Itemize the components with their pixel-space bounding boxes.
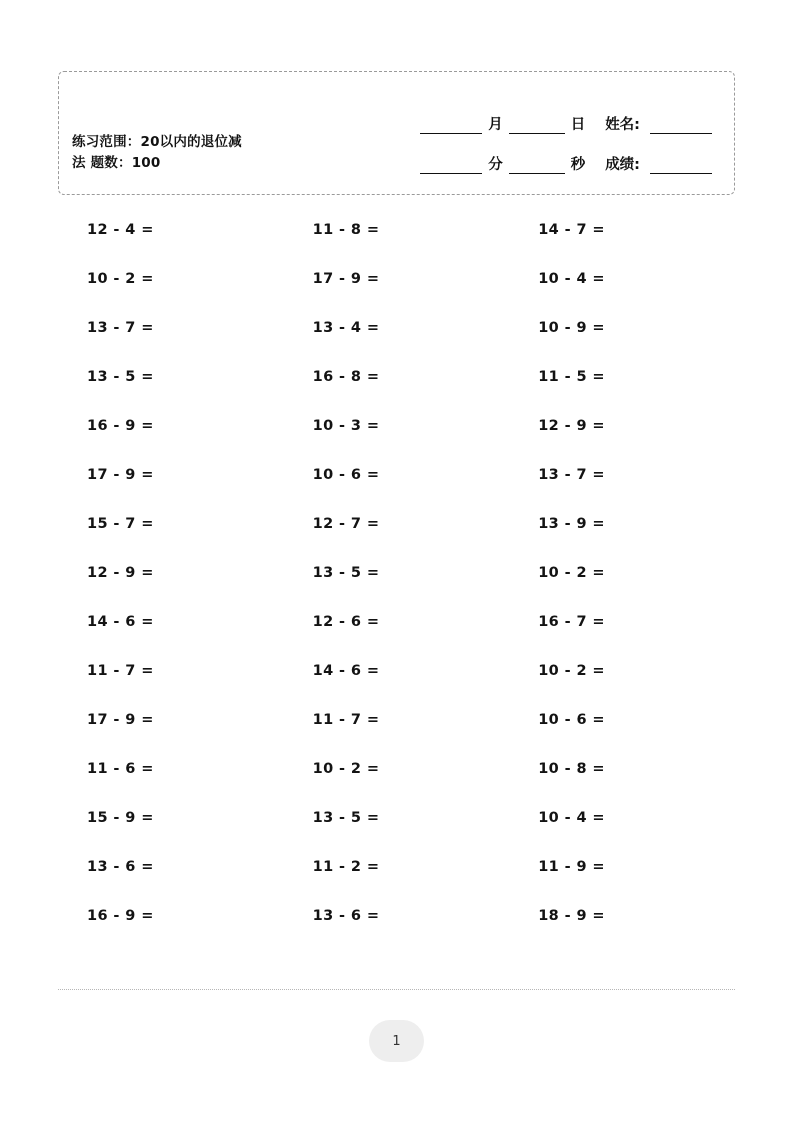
name-label: 姓名: xyxy=(605,117,640,133)
problem-cell[interactable] xyxy=(58,548,284,597)
minute-label: 分 xyxy=(488,157,503,173)
problem-cell[interactable] xyxy=(509,254,735,303)
problem-row xyxy=(58,499,735,548)
problem-row xyxy=(58,254,735,303)
page-number-text: 1 xyxy=(392,1033,401,1049)
problem-text: 12 - 7 = xyxy=(312,515,380,532)
problem-text: 10 - 4 = xyxy=(538,270,605,287)
problem-cell[interactable] xyxy=(509,401,735,450)
problem-row xyxy=(58,401,735,450)
problem-cell[interactable] xyxy=(58,303,284,352)
problem-cell[interactable] xyxy=(284,597,510,646)
problem-text: 13 - 7 = xyxy=(87,319,154,336)
problem-cell[interactable] xyxy=(58,254,284,303)
problem-cell[interactable] xyxy=(509,842,735,891)
problem-cell[interactable] xyxy=(509,891,735,940)
problem-text: 10 - 2 = xyxy=(538,662,605,679)
problem-cell[interactable] xyxy=(509,352,735,401)
minute-blank[interactable] xyxy=(420,158,482,174)
header-info-box xyxy=(58,71,735,195)
problem-row xyxy=(58,891,735,940)
problem-text: 13 - 5 = xyxy=(312,809,380,826)
problem-text: 10 - 4 = xyxy=(538,809,605,826)
problem-text: 13 - 7 = xyxy=(538,466,605,483)
problem-row xyxy=(58,303,735,352)
practice-scope xyxy=(72,132,322,174)
problem-row xyxy=(58,646,735,695)
problem-text: 10 - 6 = xyxy=(312,466,380,483)
second-label: 秒 xyxy=(570,157,586,173)
problem-text: 15 - 7 = xyxy=(87,515,154,532)
problem-row xyxy=(58,352,735,401)
problem-cell[interactable] xyxy=(509,499,735,548)
problem-text: 11 - 2 = xyxy=(312,858,380,875)
problem-cell[interactable] xyxy=(58,450,284,499)
problem-text: 18 - 9 = xyxy=(538,907,605,924)
problem-text: 13 - 6 = xyxy=(87,858,154,875)
problem-cell[interactable] xyxy=(284,548,510,597)
problem-row xyxy=(58,597,735,646)
problem-text: 13 - 5 = xyxy=(87,368,154,385)
problem-text: 14 - 6 = xyxy=(312,662,380,679)
problem-row xyxy=(58,548,735,597)
problem-cell[interactable] xyxy=(58,597,284,646)
problem-cell[interactable] xyxy=(509,548,735,597)
problem-text: 16 - 9 = xyxy=(87,907,154,924)
problem-text: 14 - 7 = xyxy=(538,221,605,238)
problem-text: 16 - 8 = xyxy=(312,368,380,385)
problem-cell[interactable] xyxy=(58,352,284,401)
problem-row xyxy=(58,450,735,499)
problem-text: 12 - 6 = xyxy=(312,613,380,630)
problem-cell[interactable] xyxy=(509,695,735,744)
date-row xyxy=(382,94,712,134)
problem-cell[interactable] xyxy=(284,352,510,401)
problem-cell[interactable] xyxy=(284,842,510,891)
problem-cell[interactable] xyxy=(509,303,735,352)
problem-cell[interactable] xyxy=(58,695,284,744)
problem-text: 13 - 9 = xyxy=(538,515,605,532)
problem-cell[interactable] xyxy=(284,744,510,793)
problem-cell[interactable] xyxy=(509,597,735,646)
problem-cell[interactable] xyxy=(284,303,510,352)
header-fields xyxy=(382,94,712,174)
problem-cell[interactable] xyxy=(284,450,510,499)
problem-grid xyxy=(58,205,735,940)
problem-cell[interactable] xyxy=(509,793,735,842)
problem-text: 16 - 9 = xyxy=(87,417,154,434)
problem-row xyxy=(58,695,735,744)
problem-text: 17 - 9 = xyxy=(312,270,380,287)
problem-cell[interactable] xyxy=(284,205,510,254)
problem-cell[interactable] xyxy=(509,744,735,793)
problem-text: 12 - 4 = xyxy=(87,221,154,238)
month-label: 月 xyxy=(488,117,503,133)
problem-text: 12 - 9 = xyxy=(87,564,154,581)
problem-text: 11 - 9 = xyxy=(538,858,605,875)
problem-cell[interactable] xyxy=(58,793,284,842)
problem-text: 16 - 7 = xyxy=(538,613,605,630)
day-blank[interactable] xyxy=(509,118,565,134)
problem-text: 15 - 9 = xyxy=(87,809,154,826)
problem-cell[interactable] xyxy=(509,646,735,695)
problem-text: 10 - 2 = xyxy=(538,564,605,581)
problem-text: 10 - 6 = xyxy=(538,711,605,728)
problem-cell[interactable] xyxy=(284,793,510,842)
footer-divider xyxy=(58,989,735,990)
time-row xyxy=(382,134,712,174)
problem-text: 13 - 4 = xyxy=(312,319,380,336)
month-blank[interactable] xyxy=(420,118,482,134)
problem-row xyxy=(58,793,735,842)
score-label: 成绩: xyxy=(605,157,640,173)
problem-cell[interactable] xyxy=(284,499,510,548)
day-label: 日 xyxy=(570,117,586,133)
problem-cell[interactable] xyxy=(58,744,284,793)
problem-cell[interactable] xyxy=(284,401,510,450)
problem-text: 14 - 6 = xyxy=(87,613,154,630)
problem-text: 17 - 9 = xyxy=(87,466,154,483)
problem-cell[interactable] xyxy=(284,646,510,695)
problem-cell[interactable] xyxy=(58,205,284,254)
problem-text: 13 - 6 = xyxy=(312,907,380,924)
problem-cell[interactable] xyxy=(284,254,510,303)
second-blank[interactable] xyxy=(509,158,565,174)
problem-text: 10 - 2 = xyxy=(87,270,154,287)
problem-text: 11 - 7 = xyxy=(87,662,154,679)
problem-cell[interactable] xyxy=(58,401,284,450)
problem-text: 10 - 8 = xyxy=(538,760,605,777)
score-blank[interactable] xyxy=(650,158,712,174)
practice-scope-line2: 法 题数：100 xyxy=(72,155,161,171)
problem-cell[interactable] xyxy=(284,695,510,744)
problem-row xyxy=(58,205,735,254)
problem-text: 17 - 9 = xyxy=(87,711,154,728)
problem-text: 10 - 9 = xyxy=(538,319,605,336)
problem-text: 13 - 5 = xyxy=(312,564,380,581)
problem-row xyxy=(58,744,735,793)
problem-cell[interactable] xyxy=(58,891,284,940)
problem-cell[interactable] xyxy=(284,891,510,940)
problem-text: 10 - 2 = xyxy=(312,760,380,777)
problem-text: 11 - 8 = xyxy=(312,221,380,238)
problem-cell[interactable] xyxy=(58,842,284,891)
problem-cell[interactable] xyxy=(58,646,284,695)
problem-text: 11 - 5 = xyxy=(538,368,605,385)
problem-row xyxy=(58,842,735,891)
problem-cell[interactable] xyxy=(509,205,735,254)
problem-text: 11 - 6 = xyxy=(87,760,154,777)
problem-text: 12 - 9 = xyxy=(538,417,605,434)
problem-cell[interactable] xyxy=(58,499,284,548)
problem-text: 11 - 7 = xyxy=(312,711,380,728)
practice-scope-line1: 练习范围：20以内的退位减 xyxy=(72,134,242,150)
name-blank[interactable] xyxy=(650,118,712,134)
page-number-badge xyxy=(369,1020,424,1062)
problem-text: 10 - 3 = xyxy=(312,417,380,434)
problem-cell[interactable] xyxy=(509,450,735,499)
